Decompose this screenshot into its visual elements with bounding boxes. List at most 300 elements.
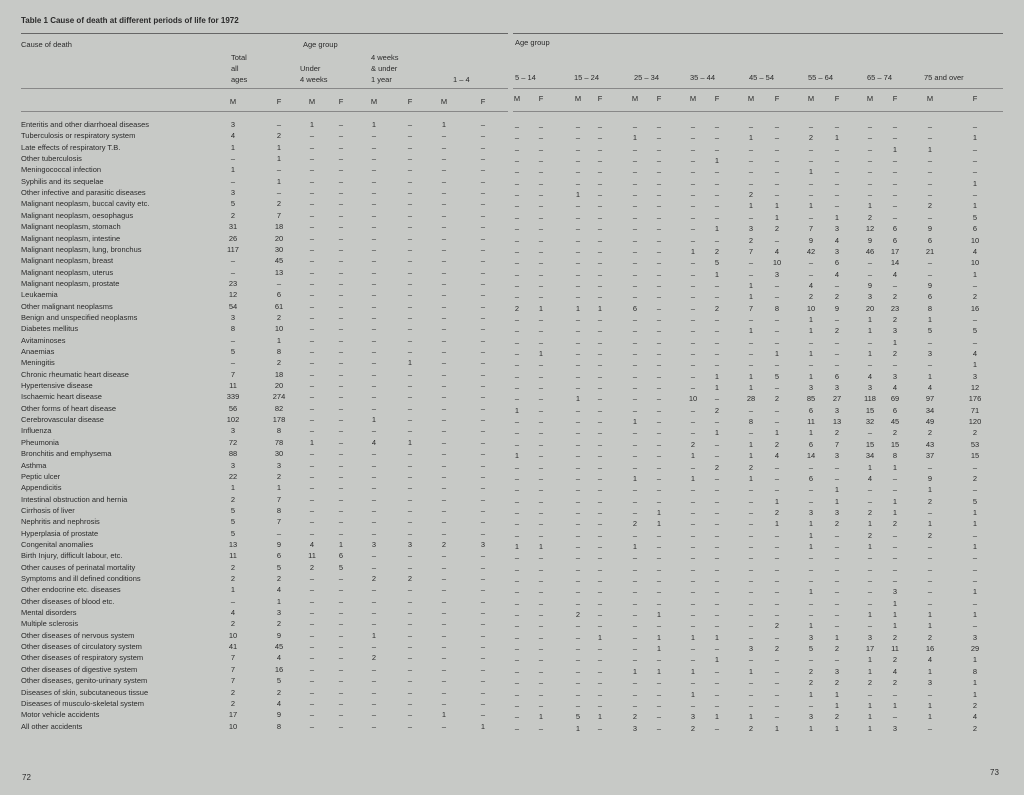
table-cell: 5 <box>276 676 282 686</box>
table-cell: 1 <box>690 451 696 461</box>
table-cell: – <box>892 485 898 495</box>
table-cell: – <box>407 415 413 425</box>
table-cell: – <box>972 462 978 472</box>
table-cell: – <box>407 460 413 470</box>
table-cell: – <box>774 689 780 699</box>
table-cell: 5 <box>338 562 344 572</box>
table-cell: 3 <box>748 644 754 654</box>
table-cell: 9 <box>276 710 282 720</box>
table-cell: 1 <box>632 666 638 676</box>
table-cell: 1 <box>748 439 754 449</box>
table-cell: – <box>514 337 520 347</box>
table-cell: 5 <box>972 212 978 222</box>
table-cell: – <box>338 426 344 436</box>
cause-label: Nephritis and nephrosis <box>21 517 100 527</box>
table-cell: – <box>338 199 344 209</box>
table-cell: – <box>407 188 413 198</box>
table-cell: 2 <box>972 473 978 483</box>
table-cell: 2 <box>714 246 720 256</box>
table-cell: – <box>514 530 520 540</box>
table-cell: 1 <box>927 144 933 154</box>
sex-header-cell: M <box>370 97 378 106</box>
table-cell: – <box>514 235 520 245</box>
table-cell: – <box>808 700 814 710</box>
table-cell: – <box>597 326 603 336</box>
table-cell: – <box>309 290 315 300</box>
table-cell: – <box>338 381 344 391</box>
table-cell: – <box>834 190 840 200</box>
table-cell: – <box>808 576 814 585</box>
table-cell: – <box>690 678 696 688</box>
table-cell: – <box>927 258 933 268</box>
table-cell: – <box>276 165 282 175</box>
table-cell: – <box>538 326 544 336</box>
table-cell: – <box>407 290 413 300</box>
cause-label: Hypertensive disease <box>21 381 93 391</box>
table-cell: – <box>538 666 544 676</box>
table-cell: – <box>230 358 236 368</box>
table-cell: 274 <box>272 392 286 402</box>
table-cell: – <box>514 621 520 631</box>
table-cell: – <box>575 167 581 177</box>
table-cell: – <box>867 258 873 268</box>
sex-header-cell: M <box>513 94 521 103</box>
table-cell: 1 <box>480 721 486 731</box>
table-cell: – <box>480 471 486 481</box>
table-cell: – <box>656 428 662 438</box>
table-cell: 9 <box>276 630 282 640</box>
table-cell: – <box>834 564 840 574</box>
table-cell: – <box>407 233 413 243</box>
table-cell: – <box>656 360 662 370</box>
sex-header-cell: M <box>866 94 874 103</box>
table-cell: – <box>892 530 898 540</box>
table-cell: 7 <box>748 303 754 313</box>
table-cell: 2 <box>276 358 282 368</box>
table-cell: – <box>338 528 344 538</box>
table-cell: – <box>575 258 581 268</box>
table-cell: – <box>690 405 696 415</box>
table-cell: – <box>309 698 315 708</box>
table-cell: 12 <box>970 383 980 393</box>
table-cell: 4 <box>230 131 236 141</box>
sex-header-cell: M <box>689 94 697 103</box>
table-cell: – <box>748 122 754 131</box>
table-cell: – <box>480 551 486 561</box>
table-cell: – <box>774 235 780 245</box>
table-cell: – <box>714 314 720 324</box>
table-cell: – <box>480 426 486 436</box>
table-cell: – <box>714 167 720 177</box>
table-cell: – <box>514 167 520 177</box>
table-cell: – <box>892 712 898 722</box>
table-cell: – <box>480 596 486 606</box>
table-cell: 1 <box>514 541 520 551</box>
table-cell: 1 <box>892 496 898 506</box>
table-cell: – <box>309 165 315 175</box>
table-cell: – <box>656 700 662 710</box>
table-cell: – <box>927 553 933 563</box>
table-cell: – <box>575 678 581 688</box>
table-cell: – <box>441 381 447 391</box>
table-cell: – <box>834 167 840 177</box>
table-cell: – <box>371 369 377 379</box>
table-cell: 6 <box>972 224 978 234</box>
table-cell: – <box>371 403 377 413</box>
table-cell: – <box>480 347 486 356</box>
table-cell: – <box>309 324 315 334</box>
table-cell: – <box>338 278 344 288</box>
table-cell: – <box>597 700 603 710</box>
table-cell: – <box>597 553 603 563</box>
table-cell: – <box>575 235 581 245</box>
table-cell: 11 <box>308 551 316 561</box>
table-cell: – <box>441 358 447 368</box>
table-cell: – <box>808 122 814 131</box>
table-cell: 1 <box>748 666 754 676</box>
table-cell: – <box>338 505 344 515</box>
table-cell: – <box>371 290 377 300</box>
table-cell: – <box>774 337 780 347</box>
table-cell: 3 <box>690 712 696 722</box>
table-cell: – <box>714 519 720 529</box>
table-cell: – <box>575 689 581 699</box>
table-cell: – <box>834 201 840 211</box>
table-cell: 2 <box>927 201 933 211</box>
cause-label: Malignant neoplasm, breast <box>21 256 114 266</box>
table-cell: – <box>690 462 696 472</box>
table-cell: – <box>834 360 840 370</box>
table-cell: 1 <box>867 462 873 472</box>
table-cell: – <box>690 122 696 131</box>
table-cell: 1 <box>714 428 720 438</box>
table-cell: – <box>575 224 581 234</box>
table-cell: – <box>480 222 486 232</box>
table-cell: – <box>632 564 638 574</box>
table-cell: – <box>774 666 780 676</box>
table-cell: – <box>575 700 581 710</box>
table-cell: – <box>632 212 638 222</box>
table-cell: – <box>714 496 720 506</box>
table-cell: – <box>407 596 413 606</box>
table-cell: 4 <box>276 653 282 663</box>
table-cell: – <box>514 122 520 131</box>
table-cell: – <box>441 415 447 425</box>
table-cell: 1 <box>972 689 978 699</box>
table-cell: – <box>927 587 933 597</box>
table-cell: 1 <box>514 405 520 415</box>
table-cell: 10 <box>970 235 980 245</box>
table-cell: 1 <box>748 383 754 393</box>
table-cell: – <box>480 483 486 493</box>
table-cell: – <box>774 417 780 427</box>
table-cell: – <box>514 201 520 211</box>
table-cell: 1 <box>867 712 873 722</box>
table-cell: 1 <box>972 507 978 517</box>
table-cell: 4 <box>927 655 933 665</box>
table-cell: 10 <box>970 258 980 268</box>
table-cell: – <box>514 564 520 574</box>
table-cell: 49 <box>925 417 935 427</box>
table-cell: – <box>774 712 780 722</box>
table-cell: 1 <box>972 133 978 143</box>
table-cell: – <box>514 644 520 654</box>
table-cell: – <box>309 505 315 515</box>
cause-label: Other forms of heart disease <box>21 403 117 413</box>
table-cell: 3 <box>892 326 898 336</box>
table-cell: – <box>407 710 413 720</box>
table-cell: – <box>632 144 638 154</box>
table-cell: – <box>514 428 520 438</box>
table-cell: – <box>538 280 544 290</box>
table-cell: – <box>407 392 413 402</box>
table-cell: – <box>656 292 662 302</box>
table-cell: 37 <box>925 451 935 461</box>
table-cell: – <box>690 610 696 620</box>
table-cell: – <box>441 347 447 356</box>
table-cell: – <box>748 576 754 585</box>
table-cell: – <box>441 369 447 379</box>
table-cell: 1 <box>808 201 814 211</box>
table-cell: – <box>972 485 978 495</box>
table-cell: – <box>309 188 315 198</box>
table-cell: 1 <box>774 723 780 733</box>
table-cell: – <box>480 176 486 186</box>
table-cell: – <box>514 292 520 302</box>
table-cell: 1 <box>927 519 933 529</box>
table-cell: – <box>575 541 581 551</box>
table-cell: – <box>632 439 638 449</box>
table-cell: 72 <box>228 437 238 447</box>
table-cell: – <box>371 154 377 164</box>
table-cell: – <box>538 246 544 256</box>
table-cell: 17 <box>865 644 875 654</box>
cause-label: Syphilis and its sequelae <box>21 176 104 186</box>
table-cell: 178 <box>272 415 286 425</box>
table-cell: 9 <box>834 303 840 313</box>
table-cell: – <box>714 190 720 200</box>
table-cell: 1 <box>892 337 898 347</box>
table-cell: – <box>407 642 413 652</box>
table-cell: – <box>338 403 344 413</box>
table-cell: 8 <box>892 451 898 461</box>
table-cell: – <box>441 721 447 731</box>
table-cell: – <box>690 133 696 143</box>
table-cell: – <box>748 258 754 268</box>
table-cell: 4 <box>371 437 377 447</box>
table-cell: – <box>338 460 344 470</box>
table-cell: 1 <box>774 201 780 211</box>
table-cell: – <box>575 417 581 427</box>
table-cell: – <box>632 632 638 642</box>
table-cell: – <box>834 541 840 551</box>
table-cell: – <box>338 710 344 720</box>
table-cell: – <box>371 687 377 697</box>
table-cell: – <box>927 598 933 608</box>
table-cell: 7 <box>834 439 840 449</box>
table-cell: – <box>972 564 978 574</box>
table-cell: – <box>656 235 662 245</box>
table-cell: – <box>441 437 447 447</box>
table-cell: 2 <box>748 190 754 200</box>
table-cell: – <box>538 564 544 574</box>
table-cell: 4 <box>892 383 898 393</box>
table-cell: 2 <box>714 462 720 472</box>
table-cell: – <box>338 347 344 356</box>
table-cell: 13 <box>274 267 284 277</box>
table-cell: – <box>441 483 447 493</box>
table-cell: – <box>632 280 638 290</box>
table-cell: – <box>834 655 840 665</box>
table-cell: – <box>480 278 486 288</box>
table-cell: – <box>309 676 315 686</box>
table-cell: – <box>656 326 662 336</box>
table-cell: – <box>480 698 486 708</box>
table-cell: 6 <box>808 439 814 449</box>
table-cell: – <box>774 587 780 597</box>
table-cell: – <box>892 122 898 131</box>
table-cell: – <box>632 621 638 631</box>
table-cell: 2 <box>892 519 898 529</box>
table-cell: 2 <box>834 326 840 336</box>
table-cell: – <box>690 258 696 268</box>
cause-label: Cerebrovascular disease <box>21 415 104 425</box>
table-cell: – <box>538 485 544 495</box>
table-cell: – <box>656 212 662 222</box>
table-cell: 2 <box>892 349 898 358</box>
table-cell: – <box>714 678 720 688</box>
table-cell: 4 <box>972 349 978 358</box>
page-number-right: 73 <box>990 768 999 777</box>
table-cell: 34 <box>865 451 875 461</box>
table-cell: 1 <box>632 133 638 143</box>
table-cell: – <box>338 471 344 481</box>
table-cell: – <box>714 292 720 302</box>
table-cell: – <box>575 178 581 188</box>
table-cell: – <box>597 678 603 688</box>
table-cell: – <box>480 608 486 618</box>
table-cell: – <box>371 471 377 481</box>
table-cell: – <box>632 235 638 245</box>
table-cell: – <box>632 644 638 654</box>
table-cell: – <box>834 178 840 188</box>
table-cell: – <box>597 144 603 154</box>
table-cell: – <box>597 666 603 676</box>
sex-header-cell: M <box>574 94 582 103</box>
table-cell: – <box>748 678 754 688</box>
table-cell: – <box>407 131 413 141</box>
table-cell: – <box>441 562 447 572</box>
table-cell: – <box>309 403 315 413</box>
table-cell: 53 <box>970 439 980 449</box>
table-cell: – <box>867 587 873 597</box>
table-cell: – <box>656 371 662 381</box>
table-cell: – <box>309 483 315 493</box>
table-cell: – <box>748 314 754 324</box>
table-cell: – <box>972 576 978 585</box>
table-cell: 11 <box>229 551 237 561</box>
table-cell: – <box>371 608 377 618</box>
table-cell: – <box>371 165 377 175</box>
cause-label: Other diseases of digestive system <box>21 664 138 674</box>
cause-label: Diabetes mellitus <box>21 324 79 334</box>
table-cell: – <box>690 417 696 427</box>
table-cell: – <box>690 576 696 585</box>
table-cell: – <box>714 360 720 370</box>
table-cell: – <box>514 462 520 472</box>
table-cell: – <box>597 394 603 404</box>
table-cell: – <box>656 258 662 268</box>
table-cell: 3 <box>927 678 933 688</box>
table-cell: 339 <box>226 392 240 402</box>
table-cell: – <box>538 201 544 211</box>
table-cell: – <box>309 449 315 459</box>
table-cell: – <box>371 562 377 572</box>
table-cell: 1 <box>230 585 236 595</box>
table-cell: 1 <box>371 630 377 640</box>
table-cell: 1 <box>230 142 236 152</box>
table-cell: 30 <box>274 244 284 254</box>
table-cell: 1 <box>656 632 662 642</box>
table-cell: – <box>632 383 638 393</box>
table-cell: – <box>808 258 814 268</box>
table-cell: – <box>597 507 603 517</box>
table-cell: – <box>441 449 447 459</box>
table-cell: – <box>597 485 603 495</box>
table-cell: 1 <box>748 326 754 336</box>
table-cell: – <box>892 564 898 574</box>
table-cell: 26 <box>228 233 238 243</box>
table-cell: 5 <box>230 528 236 538</box>
table-cell: – <box>632 349 638 358</box>
table-cell: – <box>972 122 978 131</box>
table-cell: – <box>834 337 840 347</box>
table-cell: 5 <box>972 496 978 506</box>
table-cell: 4 <box>972 246 978 256</box>
table-cell: – <box>575 133 581 143</box>
table-cell: – <box>514 598 520 608</box>
table-cell: 1 <box>748 133 754 143</box>
table-cell: 4 <box>834 269 840 279</box>
table-cell: – <box>514 383 520 393</box>
table-cell: 3 <box>808 507 814 517</box>
table-cell: – <box>538 133 544 143</box>
table-cell: 13 <box>228 539 238 549</box>
table-cell: – <box>656 541 662 551</box>
table-cell: – <box>690 428 696 438</box>
table-cell: – <box>441 619 447 629</box>
table-cell: – <box>338 222 344 232</box>
table-cell: 3 <box>230 312 236 322</box>
table-cell: – <box>632 269 638 279</box>
table-cell: – <box>656 678 662 688</box>
table-cell: 3 <box>230 460 236 470</box>
table-cell: – <box>834 156 840 166</box>
table-cell: – <box>867 564 873 574</box>
table-cell: – <box>774 167 780 177</box>
cause-label: Other diseases of nervous system <box>21 630 135 640</box>
table-cell: – <box>867 621 873 631</box>
table-cell: – <box>690 292 696 302</box>
table-cell: – <box>480 335 486 345</box>
table-cell: – <box>808 610 814 620</box>
table-cell: – <box>774 610 780 620</box>
table-cell: – <box>371 698 377 708</box>
table-cell: – <box>480 505 486 515</box>
table-cell: – <box>834 462 840 472</box>
table-cell: – <box>597 178 603 188</box>
table-cell: – <box>371 381 377 391</box>
